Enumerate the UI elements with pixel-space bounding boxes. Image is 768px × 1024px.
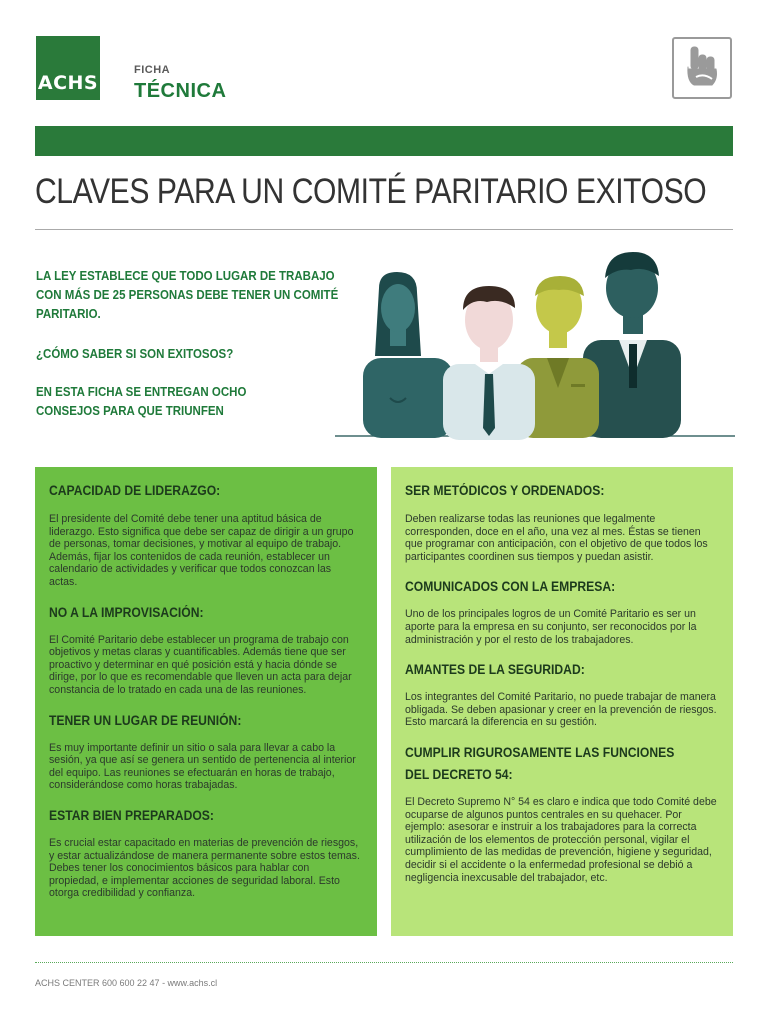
committee-people-illustration: [335, 248, 735, 440]
section-heading: DEL DECRETO 54:: [405, 766, 513, 782]
intro-paragraph-3: [36, 383, 336, 421]
intro-line: CON MÁS DE 25 PERSONAS DEBE TENER UN COMITÉ: [36, 288, 339, 302]
tip-section: [405, 743, 717, 884]
tip-section: [405, 577, 717, 646]
section-heading: AMANTES DE LA SEGURIDAD:: [405, 662, 585, 678]
intro-question: [36, 345, 336, 364]
page-title: CLAVES PARA UN COMITÉ PARITARIO EXITOSO: [35, 172, 707, 211]
section-body: Uno de los principales logros de un Comité Paritario es ser un aporte para la empresa en su conjunto, ser reconocidos por la administración y por el resto de los trabajadores.: [405, 608, 697, 646]
section-heading: ESTAR BIEN PREPARADOS:: [49, 807, 214, 823]
ficha-label: FICHA: [134, 64, 171, 76]
intro-line: ¿CÓMO SABER SI SON EXITOSOS?: [36, 347, 234, 361]
tip-section: [49, 481, 361, 589]
intro-line: PARITARIO.: [36, 307, 101, 321]
right-tips-panel: [391, 467, 733, 936]
section-body: Deben realizarse todas las reuniones que legalmente corresponden, doce en el año, una vez al mes. Éstas se tienen que programar con anticipación, con el objetivo de que todos los participantes coordinen sus tiempos y puedan asistir.: [405, 513, 708, 563]
section-heading: COMUNICADOS CON LA EMPRESA:: [405, 579, 616, 595]
footer-divider: [35, 962, 733, 963]
section-body: El Comité Paritario debe establecer un programa de trabajo con objetivos y metas claras y cuantificables. Además tiene que ser proactivo y determinar en qué posición está y hacia dónde se dirige, por lo que es recomendable que lleven un acta para dejar constancia de lo tratado en cada una de las reuniones.: [49, 633, 352, 696]
section-heading: NO A LA IMPROVISACIÓN:: [49, 604, 204, 620]
intro-line: CONSEJOS PARA QUE TRIUNFEN: [36, 404, 224, 418]
intro-paragraph-1: [36, 267, 339, 324]
section-body: Es muy importante definir un sitio o sala para llevar a cabo la sesión, ya que así se genera un sentido de pertenencia al interior del equipo. Las reuniones se efectuarán en horas de trabajo, considerándose como horas trabajadas.: [49, 741, 356, 792]
footer-contact: ACHS CENTER 600 600 22 47 - www.achs.cl: [35, 978, 218, 988]
section-body: Es crucial estar capacitado en materias de prevención de riesgos, y estar actualizándose de manera permanente sobre estos temas. Debes tener los conocimientos básicos para hablar con propiedad, e implementar acciones de seguridad laboral. Esto otorga credibilidad y confianza.: [49, 836, 360, 900]
intro-line: EN ESTA FICHA SE ENTREGAN OCHO: [36, 385, 247, 399]
woman-figure: [363, 272, 453, 438]
section-body: El presidente del Comité debe tener una aptitud básica de liderazgo. Esto significa que debe ser capaz de dirigir a un grupo de personas, tomar decisiones, y motivar al equipo de trabajo. Además, fijar los contenidos de cada reunión, establecer un calendario de actividades y verificar que todos conozcan las actas.: [49, 513, 354, 588]
tip-section: [405, 660, 717, 729]
tip-section: [49, 806, 361, 900]
achs-logo: [36, 36, 100, 100]
tip-section: [405, 481, 717, 563]
section-body: Los integrantes del Comité Paritario, no puede trabajar de manera obligada. Se deben apasionar y creer en la prevención de riesgos. Esto marcará la diferencia en su gestión.: [405, 691, 717, 729]
left-tips-panel: [35, 467, 377, 936]
section-body: El Decreto Supremo N° 54 es claro e indica que todo Comité debe ocuparse de algunos puntos centrales en su quehacer. Por ejemplo: asesorar e instruir a los trabajadores para la correcta utilización de los elementos de protección personal, vigilar el cumplimiento de las medidas de prevención, higiene y seguridad, decidir si el accidente o la enfermedad profesional se debió a negligencia inexcusable del trabajador, etc.: [405, 795, 717, 884]
title-divider: [35, 229, 733, 230]
section-heading: SER METÓDICOS Y ORDENADOS:: [405, 483, 605, 498]
tip-section: [49, 603, 361, 697]
tecnica-label: TÉCNICA: [134, 80, 227, 102]
section-heading: CUMPLIR RIGUROSAMENTE LAS FUNCIONES: [405, 744, 675, 760]
section-heading: TENER UN LUGAR DE REUNIÓN:: [49, 712, 242, 728]
intro-line: LA LEY ESTABLECE QUE TODO LUGAR DE TRABAJO: [36, 269, 335, 283]
header-green-bar: [35, 126, 733, 156]
man-center-figure: [443, 286, 535, 440]
section-heading: CAPACIDAD DE LIDERAZGO:: [49, 483, 221, 498]
hand-pointing-icon: [672, 37, 732, 99]
logo-text: ACHS: [37, 72, 99, 94]
tip-section: [49, 711, 361, 792]
